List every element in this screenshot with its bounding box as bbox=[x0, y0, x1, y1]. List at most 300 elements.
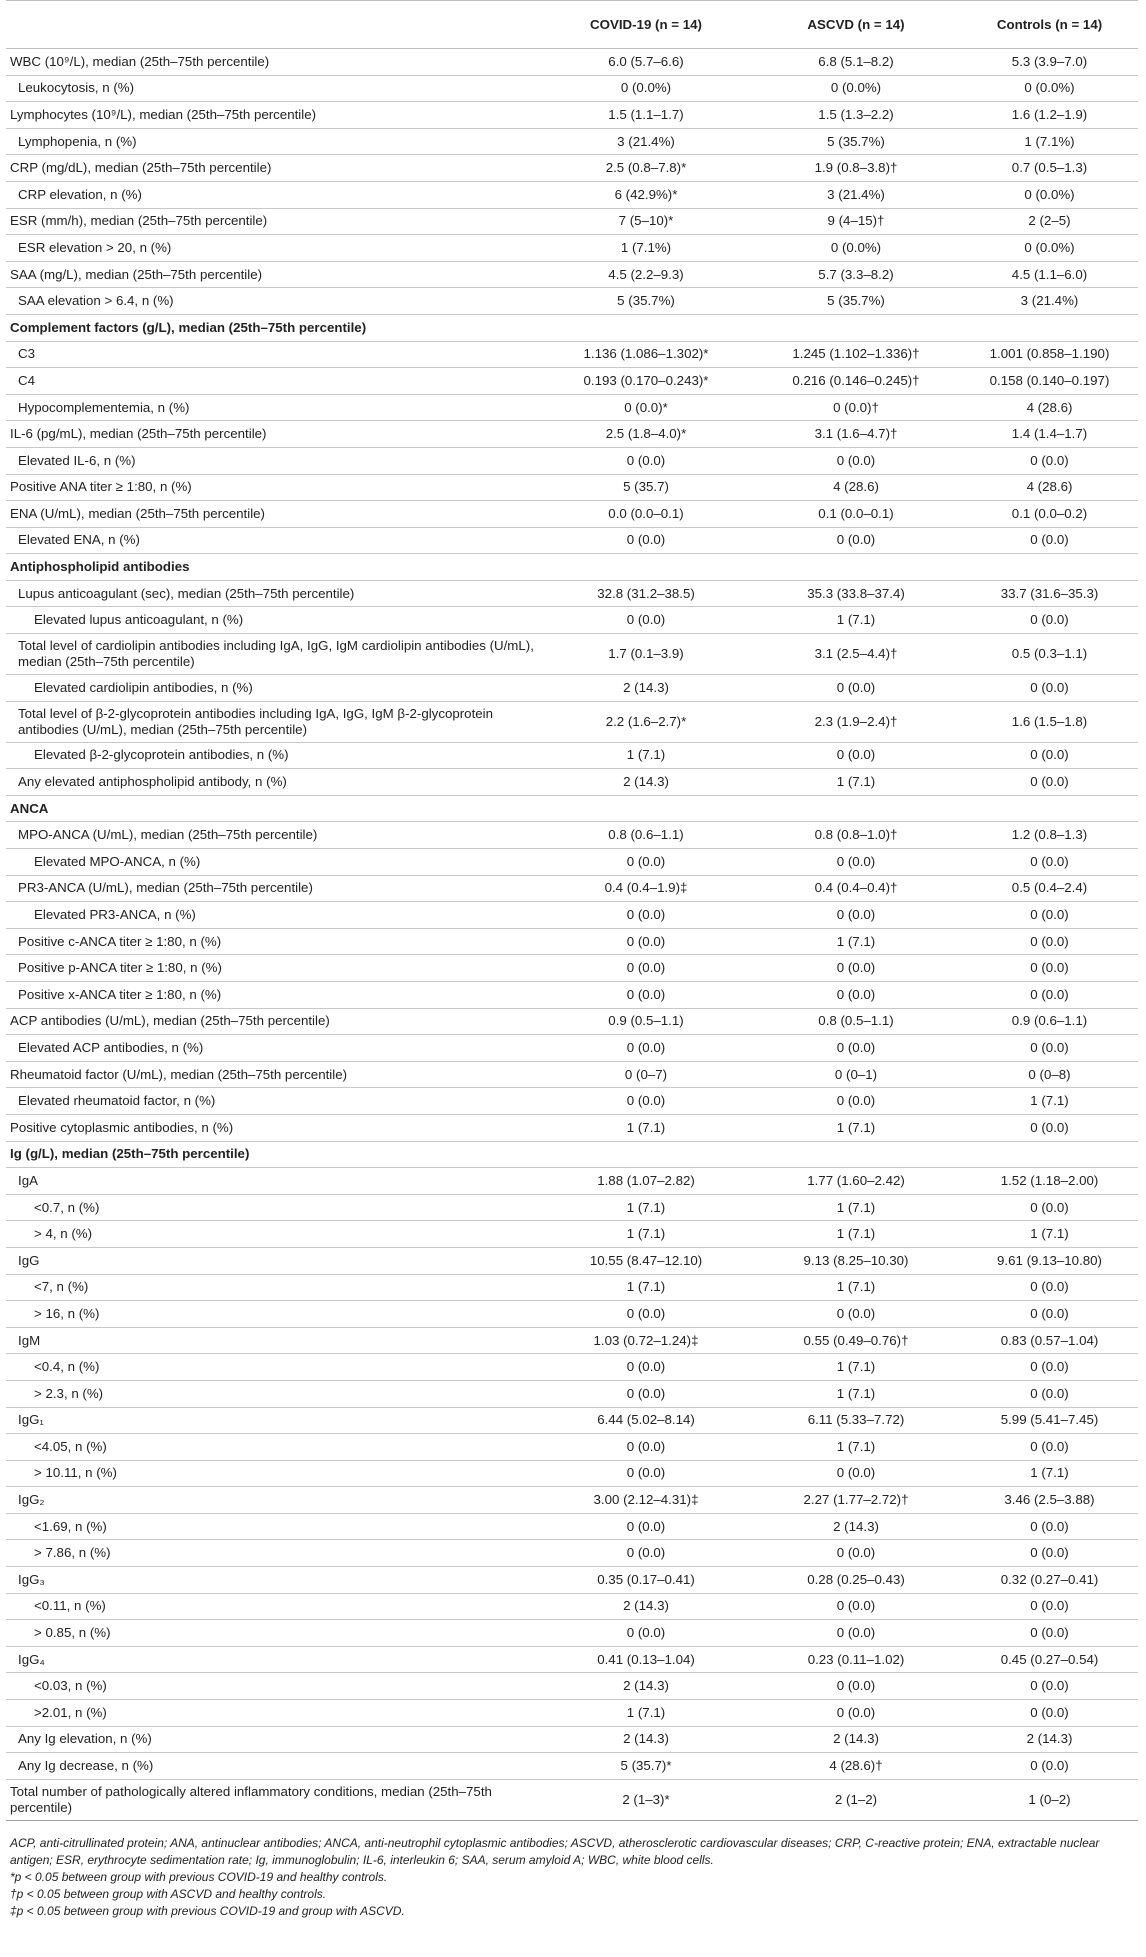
row-label: Lupus anticoagulant (sec), median (25th–75th percentile) bbox=[6, 580, 541, 607]
row-value-ascvd: 0 (0.0) bbox=[751, 447, 961, 474]
row-label: Ig (g/L), median (25th–75th percentile) bbox=[6, 1141, 541, 1168]
row-value-controls bbox=[961, 795, 1138, 822]
row-value-ascvd: 0 (0.0) bbox=[751, 1088, 961, 1115]
row-value-covid: 1 (7.1) bbox=[541, 1221, 751, 1248]
row-value-controls: 1 (7.1) bbox=[961, 1460, 1138, 1487]
row-value-controls: 0 (0.0) bbox=[961, 527, 1138, 554]
row-value-controls bbox=[961, 554, 1138, 581]
row-label: >2.01, n (%) bbox=[6, 1700, 541, 1727]
row-value-covid: 0 (0.0) bbox=[541, 1540, 751, 1567]
header-cell-covid: COVID-19 (n = 14) bbox=[541, 1, 751, 49]
table-row bbox=[6, 1194, 1138, 1221]
row-value-controls: 0.83 (0.57–1.04) bbox=[961, 1327, 1138, 1354]
row-value-covid: 2.5 (0.8–7.8)* bbox=[541, 155, 751, 182]
row-value-ascvd: 2 (1–2) bbox=[751, 1779, 961, 1820]
row-value-covid: 0 (0.0) bbox=[541, 1460, 751, 1487]
row-label: Lymphopenia, n (%) bbox=[6, 128, 541, 155]
row-value-covid: 0.4 (0.4–1.9)‡ bbox=[541, 875, 751, 902]
row-value-covid: 0 (0.0) bbox=[541, 1301, 751, 1328]
row-value-ascvd: 1 (7.1) bbox=[751, 769, 961, 796]
row-value-covid: 0 (0.0) bbox=[541, 849, 751, 876]
row-value-ascvd: 0 (0.0%) bbox=[751, 235, 961, 262]
header-row bbox=[6, 1, 1138, 49]
row-value-ascvd: 9.13 (8.25–10.30) bbox=[751, 1247, 961, 1274]
table-row bbox=[6, 288, 1138, 315]
row-value-controls: 3 (21.4%) bbox=[961, 288, 1138, 315]
row-value-ascvd: 0 (0.0) bbox=[751, 1540, 961, 1567]
row-value-controls: 33.7 (31.6–35.3) bbox=[961, 580, 1138, 607]
row-label: <4.05, n (%) bbox=[6, 1434, 541, 1461]
table-row bbox=[6, 1247, 1138, 1274]
row-value-controls bbox=[961, 314, 1138, 341]
row-value-controls: 0 (0.0) bbox=[961, 955, 1138, 982]
row-label: Elevated MPO-ANCA, n (%) bbox=[6, 849, 541, 876]
row-label: PR3-ANCA (U/mL), median (25th–75th percentile) bbox=[6, 875, 541, 902]
row-value-covid bbox=[541, 795, 751, 822]
row-value-controls: 0 (0.0%) bbox=[961, 235, 1138, 262]
row-value-controls: 0 (0.0%) bbox=[961, 75, 1138, 102]
row-value-covid: 32.8 (31.2–38.5) bbox=[541, 580, 751, 607]
row-value-controls: 0 (0.0) bbox=[961, 1593, 1138, 1620]
row-value-ascvd: 1 (7.1) bbox=[751, 1354, 961, 1381]
row-label: Elevated cardiolipin antibodies, n (%) bbox=[6, 675, 541, 702]
table-row bbox=[6, 1061, 1138, 1088]
table-row bbox=[6, 394, 1138, 421]
row-label: <7, n (%) bbox=[6, 1274, 541, 1301]
row-value-ascvd: 1 (7.1) bbox=[751, 1434, 961, 1461]
row-value-controls: 0 (0.0) bbox=[961, 1354, 1138, 1381]
table-row bbox=[6, 1620, 1138, 1647]
row-value-controls: 1.4 (1.4–1.7) bbox=[961, 421, 1138, 448]
row-value-controls: 1 (0–2) bbox=[961, 1779, 1138, 1820]
row-value-ascvd: 4 (28.6)† bbox=[751, 1753, 961, 1780]
row-value-covid: 1.88 (1.07–2.82) bbox=[541, 1168, 751, 1195]
table-row bbox=[6, 742, 1138, 769]
row-value-covid: 2.2 (1.6–2.7)* bbox=[541, 701, 751, 742]
row-value-covid: 1 (7.1) bbox=[541, 1700, 751, 1727]
row-value-covid: 2 (14.3) bbox=[541, 1673, 751, 1700]
row-label: Elevated lupus anticoagulant, n (%) bbox=[6, 607, 541, 634]
row-value-controls: 0 (0.0) bbox=[961, 1700, 1138, 1727]
table-body bbox=[6, 49, 1138, 1821]
row-value-controls: 0 (0.0) bbox=[961, 1194, 1138, 1221]
row-value-ascvd: 4 (28.6) bbox=[751, 474, 961, 501]
row-label: ENA (U/mL), median (25th–75th percentile) bbox=[6, 501, 541, 528]
row-value-covid: 1.136 (1.086–1.302)* bbox=[541, 341, 751, 368]
row-value-controls: 0 (0.0) bbox=[961, 742, 1138, 769]
table-row bbox=[6, 208, 1138, 235]
row-value-ascvd: 3 (21.4%) bbox=[751, 181, 961, 208]
row-label: Any Ig decrease, n (%) bbox=[6, 1753, 541, 1780]
row-label: MPO-ANCA (U/mL), median (25th–75th percentile) bbox=[6, 822, 541, 849]
row-value-ascvd: 2 (14.3) bbox=[751, 1726, 961, 1753]
row-value-covid: 1.5 (1.1–1.7) bbox=[541, 102, 751, 129]
row-label: Positive cytoplasmic antibodies, n (%) bbox=[6, 1114, 541, 1141]
row-label: Any elevated antiphospholipid antibody, n (%) bbox=[6, 769, 541, 796]
table-row bbox=[6, 1646, 1138, 1673]
row-label: Total level of cardiolipin antibodies including IgA, IgG, IgM cardiolipin antibodies (U/mL), median (25th–75th percentile) bbox=[6, 634, 541, 675]
row-value-ascvd: 0.28 (0.25–0.43) bbox=[751, 1567, 961, 1594]
row-value-covid: 2.5 (1.8–4.0)* bbox=[541, 421, 751, 448]
table-row bbox=[6, 580, 1138, 607]
row-value-covid: 2 (14.3) bbox=[541, 675, 751, 702]
row-label: Positive p-ANCA titer ≥ 1:80, n (%) bbox=[6, 955, 541, 982]
table-row bbox=[6, 1593, 1138, 1620]
row-value-covid: 5 (35.7%) bbox=[541, 288, 751, 315]
footnote: ACP, anti-citrullinated protein; ANA, antinuclear antibodies; ANCA, anti-neutrophil cytoplasmic antibodies; ASCVD, atherosclerotic cardiovascular diseases; CRP, C-reactive protein; ENA, extractable nuclear antigen; ESR, erythrocyte sedimentation rate; Ig, immunoglobulin; IL-6, interleukin 6; SAA, serum amyloid A; WBC, white blood cells. bbox=[10, 1835, 1100, 1867]
row-value-ascvd: 2.27 (1.77–2.72)† bbox=[751, 1487, 961, 1514]
footnote: †p < 0.05 between group with ASCVD and healthy controls. bbox=[10, 1886, 327, 1901]
row-label: > 0.85, n (%) bbox=[6, 1620, 541, 1647]
row-value-controls: 1.52 (1.18–2.00) bbox=[961, 1168, 1138, 1195]
row-value-ascvd: 0 (0.0) bbox=[751, 982, 961, 1009]
row-value-controls: 1 (7.1) bbox=[961, 1088, 1138, 1115]
row-value-controls: 1.001 (0.858–1.190) bbox=[961, 341, 1138, 368]
table-row bbox=[6, 1753, 1138, 1780]
table-row bbox=[6, 447, 1138, 474]
table-row bbox=[6, 1354, 1138, 1381]
row-value-controls: 1 (7.1%) bbox=[961, 128, 1138, 155]
row-value-covid: 0.8 (0.6–1.1) bbox=[541, 822, 751, 849]
row-value-controls: 0 (0.0%) bbox=[961, 181, 1138, 208]
row-value-covid: 0 (0.0) bbox=[541, 1620, 751, 1647]
table-row bbox=[6, 982, 1138, 1009]
row-value-controls: 2 (14.3) bbox=[961, 1726, 1138, 1753]
row-value-covid: 0 (0.0) bbox=[541, 1354, 751, 1381]
row-value-ascvd: 0 (0.0) bbox=[751, 1301, 961, 1328]
table-row bbox=[6, 181, 1138, 208]
table-row bbox=[6, 128, 1138, 155]
row-value-controls: 0 (0.0) bbox=[961, 1540, 1138, 1567]
row-value-controls: 0.1 (0.0–0.2) bbox=[961, 501, 1138, 528]
row-value-covid: 1 (7.1%) bbox=[541, 235, 751, 262]
table-row bbox=[6, 1513, 1138, 1540]
row-label: <1.69, n (%) bbox=[6, 1513, 541, 1540]
row-label: Total number of pathologically altered inflammatory conditions, median (25th–75th percentile) bbox=[6, 1779, 541, 1820]
table-row bbox=[6, 1008, 1138, 1035]
table-row bbox=[6, 527, 1138, 554]
row-label: ESR (mm/h), median (25th–75th percentile) bbox=[6, 208, 541, 235]
row-label: IgG₃ bbox=[6, 1567, 541, 1594]
row-value-controls: 3.46 (2.5–3.88) bbox=[961, 1487, 1138, 1514]
row-value-ascvd: 0 (0.0) bbox=[751, 849, 961, 876]
table-row bbox=[6, 1700, 1138, 1727]
row-label: WBC (10⁹/L), median (25th–75th percentile) bbox=[6, 49, 541, 76]
row-label: Any Ig elevation, n (%) bbox=[6, 1726, 541, 1753]
header-cell-controls: Controls (n = 14) bbox=[961, 1, 1138, 49]
row-value-controls: 0 (0.0) bbox=[961, 1513, 1138, 1540]
row-label: Elevated ACP antibodies, n (%) bbox=[6, 1035, 541, 1062]
table-row bbox=[6, 1327, 1138, 1354]
row-value-controls: 0 (0.0) bbox=[961, 928, 1138, 955]
row-value-covid bbox=[541, 1141, 751, 1168]
row-value-controls: 0 (0.0) bbox=[961, 849, 1138, 876]
row-value-covid: 0 (0–7) bbox=[541, 1061, 751, 1088]
row-value-ascvd: 0 (0.0) bbox=[751, 527, 961, 554]
row-label: CRP (mg/dL), median (25th–75th percentile) bbox=[6, 155, 541, 182]
row-value-ascvd: 1 (7.1) bbox=[751, 1221, 961, 1248]
row-label: SAA (mg/L), median (25th–75th percentile) bbox=[6, 261, 541, 288]
row-value-ascvd: 0.216 (0.146–0.245)† bbox=[751, 368, 961, 395]
row-value-covid: 0 (0.0) bbox=[541, 1513, 751, 1540]
row-label: C3 bbox=[6, 341, 541, 368]
row-value-ascvd: 0 (0.0) bbox=[751, 1620, 961, 1647]
row-value-ascvd: 0.1 (0.0–0.1) bbox=[751, 501, 961, 528]
results-table bbox=[6, 0, 1138, 1821]
row-label: ESR elevation > 20, n (%) bbox=[6, 235, 541, 262]
row-label: Elevated IL-6, n (%) bbox=[6, 447, 541, 474]
row-value-ascvd: 3.1 (2.5–4.4)† bbox=[751, 634, 961, 675]
table-row bbox=[6, 875, 1138, 902]
row-value-controls: 0 (0.0) bbox=[961, 1620, 1138, 1647]
table-row bbox=[6, 822, 1138, 849]
row-label: Lymphocytes (10⁹/L), median (25th–75th percentile) bbox=[6, 102, 541, 129]
row-value-controls: 0 (0.0) bbox=[961, 1434, 1138, 1461]
table-row bbox=[6, 1434, 1138, 1461]
row-label: Positive ANA titer ≥ 1:80, n (%) bbox=[6, 474, 541, 501]
row-label: IgA bbox=[6, 1168, 541, 1195]
row-label: IgG bbox=[6, 1247, 541, 1274]
row-label: ACP antibodies (U/mL), median (25th–75th percentile) bbox=[6, 1008, 541, 1035]
row-value-covid: 0 (0.0%) bbox=[541, 75, 751, 102]
row-value-controls: 0 (0.0) bbox=[961, 902, 1138, 929]
table-row bbox=[6, 1141, 1138, 1168]
row-value-covid: 0 (0.0) bbox=[541, 447, 751, 474]
row-label: <0.4, n (%) bbox=[6, 1354, 541, 1381]
row-label: Antiphospholipid antibodies bbox=[6, 554, 541, 581]
row-value-ascvd: 1 (7.1) bbox=[751, 1194, 961, 1221]
row-value-ascvd: 0 (0–1) bbox=[751, 1061, 961, 1088]
row-value-ascvd: 1 (7.1) bbox=[751, 1380, 961, 1407]
table-row bbox=[6, 902, 1138, 929]
row-value-controls: 0 (0–8) bbox=[961, 1061, 1138, 1088]
header-cell-label bbox=[6, 1, 541, 49]
row-value-ascvd: 1.5 (1.3–2.2) bbox=[751, 102, 961, 129]
row-value-covid bbox=[541, 554, 751, 581]
row-label: > 16, n (%) bbox=[6, 1301, 541, 1328]
row-value-covid: 0 (0.0)* bbox=[541, 394, 751, 421]
row-value-ascvd: 2.3 (1.9–2.4)† bbox=[751, 701, 961, 742]
row-label: C4 bbox=[6, 368, 541, 395]
row-value-covid: 0 (0.0) bbox=[541, 527, 751, 554]
row-value-controls: 0 (0.0) bbox=[961, 1274, 1138, 1301]
row-value-controls bbox=[961, 1141, 1138, 1168]
row-value-covid: 0 (0.0) bbox=[541, 1035, 751, 1062]
row-label: <0.7, n (%) bbox=[6, 1194, 541, 1221]
row-label: SAA elevation > 6.4, n (%) bbox=[6, 288, 541, 315]
row-value-controls: 9.61 (9.13–10.80) bbox=[961, 1247, 1138, 1274]
row-label: IL-6 (pg/mL), median (25th–75th percentile) bbox=[6, 421, 541, 448]
table-row bbox=[6, 1274, 1138, 1301]
row-label: > 7.86, n (%) bbox=[6, 1540, 541, 1567]
row-value-ascvd: 1 (7.1) bbox=[751, 607, 961, 634]
table-row bbox=[6, 554, 1138, 581]
row-value-ascvd: 0.23 (0.11–1.02) bbox=[751, 1646, 961, 1673]
row-value-covid: 2 (14.3) bbox=[541, 769, 751, 796]
table-row bbox=[6, 341, 1138, 368]
row-value-covid: 0 (0.0) bbox=[541, 607, 751, 634]
table-row bbox=[6, 849, 1138, 876]
row-value-covid: 2 (14.3) bbox=[541, 1593, 751, 1620]
row-value-controls: 0 (0.0) bbox=[961, 1114, 1138, 1141]
table-row bbox=[6, 235, 1138, 262]
row-value-ascvd: 0 (0.0) bbox=[751, 1673, 961, 1700]
row-value-covid: 1.03 (0.72–1.24)‡ bbox=[541, 1327, 751, 1354]
row-value-covid: 1 (7.1) bbox=[541, 1114, 751, 1141]
row-label: <0.03, n (%) bbox=[6, 1673, 541, 1700]
row-value-covid: 5 (35.7) bbox=[541, 474, 751, 501]
row-value-ascvd: 0.8 (0.8–1.0)† bbox=[751, 822, 961, 849]
row-value-ascvd bbox=[751, 314, 961, 341]
row-value-ascvd: 0 (0.0) bbox=[751, 1593, 961, 1620]
table-row bbox=[6, 368, 1138, 395]
row-value-ascvd: 0 (0.0%) bbox=[751, 75, 961, 102]
row-value-covid: 2 (14.3) bbox=[541, 1726, 751, 1753]
row-value-ascvd: 0 (0.0) bbox=[751, 955, 961, 982]
row-value-ascvd: 0.4 (0.4–0.4)† bbox=[751, 875, 961, 902]
row-label: Hypocomplementemia, n (%) bbox=[6, 394, 541, 421]
row-value-ascvd: 1.245 (1.102–1.336)† bbox=[751, 341, 961, 368]
row-value-covid: 0.193 (0.170–0.243)* bbox=[541, 368, 751, 395]
row-value-controls: 0 (0.0) bbox=[961, 447, 1138, 474]
row-label: IgG₁ bbox=[6, 1407, 541, 1434]
row-label: Elevated rheumatoid factor, n (%) bbox=[6, 1088, 541, 1115]
row-value-covid: 0 (0.0) bbox=[541, 1380, 751, 1407]
row-value-covid: 1 (7.1) bbox=[541, 742, 751, 769]
row-value-ascvd: 0.55 (0.49–0.76)† bbox=[751, 1327, 961, 1354]
row-label: CRP elevation, n (%) bbox=[6, 181, 541, 208]
table-row bbox=[6, 1460, 1138, 1487]
row-value-ascvd: 0 (0.0) bbox=[751, 675, 961, 702]
row-value-ascvd: 0 (0.0) bbox=[751, 1700, 961, 1727]
row-value-covid: 0 (0.0) bbox=[541, 902, 751, 929]
row-value-controls: 2 (2–5) bbox=[961, 208, 1138, 235]
table-row bbox=[6, 49, 1138, 76]
row-value-covid: 0.9 (0.5–1.1) bbox=[541, 1008, 751, 1035]
row-value-controls: 0.9 (0.6–1.1) bbox=[961, 1008, 1138, 1035]
table-row bbox=[6, 501, 1138, 528]
row-value-controls: 0 (0.0) bbox=[961, 607, 1138, 634]
row-value-covid: 10.55 (8.47–12.10) bbox=[541, 1247, 751, 1274]
row-label: > 10.11, n (%) bbox=[6, 1460, 541, 1487]
row-value-covid bbox=[541, 314, 751, 341]
footnote: *p < 0.05 between group with previous COVID-19 and healthy controls. bbox=[10, 1869, 388, 1884]
row-value-ascvd bbox=[751, 795, 961, 822]
row-value-controls: 0 (0.0) bbox=[961, 1753, 1138, 1780]
row-value-covid: 1.7 (0.1–3.9) bbox=[541, 634, 751, 675]
table-row bbox=[6, 1380, 1138, 1407]
table-row bbox=[6, 1114, 1138, 1141]
row-value-controls: 1.6 (1.2–1.9) bbox=[961, 102, 1138, 129]
row-value-ascvd: 0.8 (0.5–1.1) bbox=[751, 1008, 961, 1035]
header-cell-ascvd: ASCVD (n = 14) bbox=[751, 1, 961, 49]
row-value-covid: 6.0 (5.7–6.6) bbox=[541, 49, 751, 76]
table-row bbox=[6, 1726, 1138, 1753]
row-value-ascvd: 35.3 (33.8–37.4) bbox=[751, 580, 961, 607]
table-row bbox=[6, 1540, 1138, 1567]
row-label: > 2.3, n (%) bbox=[6, 1380, 541, 1407]
table-row bbox=[6, 261, 1138, 288]
row-label: IgM bbox=[6, 1327, 541, 1354]
row-value-covid: 0.35 (0.17–0.41) bbox=[541, 1567, 751, 1594]
row-value-covid: 0.41 (0.13–1.04) bbox=[541, 1646, 751, 1673]
row-value-covid: 0 (0.0) bbox=[541, 955, 751, 982]
row-value-covid: 1 (7.1) bbox=[541, 1274, 751, 1301]
row-label: > 4, n (%) bbox=[6, 1221, 541, 1248]
row-value-ascvd: 1 (7.1) bbox=[751, 928, 961, 955]
row-value-controls: 0 (0.0) bbox=[961, 1035, 1138, 1062]
row-label: Elevated PR3-ANCA, n (%) bbox=[6, 902, 541, 929]
table-row bbox=[6, 675, 1138, 702]
row-label: Leukocytosis, n (%) bbox=[6, 75, 541, 102]
footnote: ‡p < 0.05 between group with previous COVID-19 and group with ASCVD. bbox=[10, 1903, 405, 1918]
row-label: Total level of β-2-glycoprotein antibodies including IgA, IgG, IgM β-2-glycoprotein antibodies (U/mL), median (25th–75th percentile) bbox=[6, 701, 541, 742]
row-value-controls: 1 (7.1) bbox=[961, 1221, 1138, 1248]
row-label: Positive c-ANCA titer ≥ 1:80, n (%) bbox=[6, 928, 541, 955]
row-value-ascvd: 1.77 (1.60–2.42) bbox=[751, 1168, 961, 1195]
row-value-covid: 0 (0.0) bbox=[541, 982, 751, 1009]
row-value-ascvd: 1 (7.1) bbox=[751, 1114, 961, 1141]
row-value-ascvd: 2 (14.3) bbox=[751, 1513, 961, 1540]
row-value-covid: 0 (0.0) bbox=[541, 928, 751, 955]
table-row bbox=[6, 701, 1138, 742]
row-value-ascvd: 1.9 (0.8–3.8)† bbox=[751, 155, 961, 182]
row-value-covid: 0 (0.0) bbox=[541, 1434, 751, 1461]
row-label: Complement factors (g/L), median (25th–75th percentile) bbox=[6, 314, 541, 341]
row-label: Rheumatoid factor (U/mL), median (25th–75th percentile) bbox=[6, 1061, 541, 1088]
table-row bbox=[6, 928, 1138, 955]
table-row bbox=[6, 634, 1138, 675]
row-value-covid: 4.5 (2.2–9.3) bbox=[541, 261, 751, 288]
row-value-ascvd: 3.1 (1.6–4.7)† bbox=[751, 421, 961, 448]
row-value-covid: 3 (21.4%) bbox=[541, 128, 751, 155]
row-value-covid: 3.00 (2.12–4.31)‡ bbox=[541, 1487, 751, 1514]
table-footnotes bbox=[6, 1821, 1144, 1920]
row-value-ascvd bbox=[751, 1141, 961, 1168]
row-value-controls: 4.5 (1.1–6.0) bbox=[961, 261, 1138, 288]
row-value-ascvd: 0 (0.0) bbox=[751, 1460, 961, 1487]
row-value-controls: 5.3 (3.9–7.0) bbox=[961, 49, 1138, 76]
row-value-controls: 0.5 (0.4–2.4) bbox=[961, 875, 1138, 902]
row-value-ascvd: 6.8 (5.1–8.2) bbox=[751, 49, 961, 76]
row-value-controls: 0.45 (0.27–0.54) bbox=[961, 1646, 1138, 1673]
table-row bbox=[6, 607, 1138, 634]
row-value-controls: 0 (0.0) bbox=[961, 982, 1138, 1009]
row-label: IgG₄ bbox=[6, 1646, 541, 1673]
table-row bbox=[6, 1567, 1138, 1594]
table-row bbox=[6, 314, 1138, 341]
row-value-controls: 0.158 (0.140–0.197) bbox=[961, 368, 1138, 395]
row-value-controls: 5.99 (5.41–7.45) bbox=[961, 1407, 1138, 1434]
row-value-ascvd: 0 (0.0) bbox=[751, 902, 961, 929]
row-value-ascvd: 6.11 (5.33–7.72) bbox=[751, 1407, 961, 1434]
row-value-ascvd: 0 (0.0) bbox=[751, 742, 961, 769]
row-value-ascvd: 0 (0.0)† bbox=[751, 394, 961, 421]
table-row bbox=[6, 1221, 1138, 1248]
row-value-ascvd: 5.7 (3.3–8.2) bbox=[751, 261, 961, 288]
row-value-controls: 4 (28.6) bbox=[961, 394, 1138, 421]
row-value-controls: 0 (0.0) bbox=[961, 675, 1138, 702]
row-value-controls: 0 (0.0) bbox=[961, 1301, 1138, 1328]
row-value-ascvd: 5 (35.7%) bbox=[751, 288, 961, 315]
row-value-controls: 0 (0.0) bbox=[961, 1673, 1138, 1700]
row-value-controls: 0.5 (0.3–1.1) bbox=[961, 634, 1138, 675]
row-value-covid: 0 (0.0) bbox=[541, 1088, 751, 1115]
row-value-covid: 6.44 (5.02–8.14) bbox=[541, 1407, 751, 1434]
row-label: <0.11, n (%) bbox=[6, 1593, 541, 1620]
row-value-covid: 2 (1–3)* bbox=[541, 1779, 751, 1820]
table-row bbox=[6, 75, 1138, 102]
